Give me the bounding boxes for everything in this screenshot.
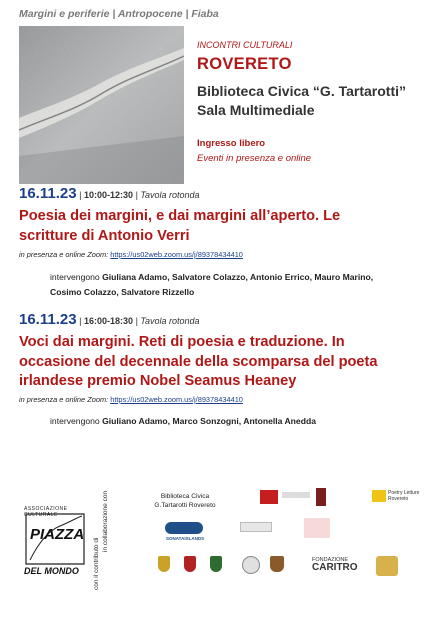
event-date: 16.11.23 [19, 185, 77, 202]
event-2-speakers [50, 414, 430, 429]
collab-label: in collaborazione con [102, 490, 109, 552]
speakers-label: intervengono [50, 272, 103, 282]
event-1-online [19, 250, 243, 259]
partner-logo-text [282, 492, 310, 498]
partner-logo-pink [304, 518, 330, 538]
piazza-bottom: DEL MONDO [24, 566, 79, 576]
venue-name: Biblioteca Civica “G. Tartarotti” [197, 83, 407, 99]
caritro-main: CARITRO [312, 562, 358, 573]
piazza-main: PIAZZA [30, 526, 85, 543]
sonata-logo: SONATAISLANDS [166, 536, 205, 541]
event-time: 16:00-18:30 [83, 316, 133, 326]
event-separator: | [79, 316, 82, 326]
mode-info: Eventi in presenza e online [197, 153, 312, 164]
coat-of-arms-icon [210, 556, 222, 572]
event-1-title [19, 207, 429, 246]
event-2-title [19, 333, 434, 392]
contrib-label: con il contributo di [93, 537, 100, 590]
event-title-line: Voci dai margini. Reti di poesia e traduzione. In [19, 334, 345, 350]
caritro-logo [312, 556, 358, 572]
venue [197, 82, 427, 120]
event-date: 16.11.23 [19, 311, 77, 328]
piazza-top: ASSOCIAZIONE CULTURALE [24, 506, 68, 518]
event-1-speakers [50, 270, 430, 300]
caritro-top: FONDAZIONE [312, 557, 349, 563]
speakers-names: Giuliana Adamo, Salvatore Colazzo, Antonio Errico, Mauro Marino, [102, 272, 374, 282]
partner-logo-emblem [316, 488, 326, 506]
online-label: in presenza e online Zoom: [19, 250, 111, 259]
speakers-names: Cosimo Colazzo, Salvatore Rizzello [50, 287, 195, 297]
speakers-label: intervengono [50, 416, 103, 426]
online-label: in presenza e online Zoom: [19, 395, 111, 404]
partner-logo-red [260, 490, 278, 504]
coat-of-arms-icon [158, 556, 170, 572]
event-title-line: Poesia dei margini, e dai margini all’aperto. Le [19, 208, 341, 224]
event-2-header [19, 311, 200, 328]
poetry-logo: Poetry Letture Rovereto [388, 490, 420, 502]
partner-logo-yellow [376, 556, 398, 576]
sonata-logo-icon [165, 522, 203, 534]
event-format: | Tavola rotonda [135, 316, 200, 326]
event-title-line: scritture di Antonio Verri [19, 227, 190, 244]
event-separator: | [79, 190, 82, 200]
partner-logo-grey [240, 522, 272, 532]
speakers-names: Giuliano Adamo, Marco Sonzogni, Antonella Anedda [102, 416, 316, 426]
coat-of-arms-icon [184, 556, 196, 572]
seal-icon [242, 556, 260, 574]
event-time: 10:00-12:30 [83, 190, 133, 200]
series-label: INCONTRI CULTURALI [197, 40, 293, 50]
entry-info: Ingresso libero [197, 138, 266, 149]
zoom-link[interactable]: https://us02web.zoom.us/j/89378434410 [110, 250, 243, 259]
biblioteca-line: G.Tartarotti Rovereto [154, 502, 216, 509]
zoom-link[interactable]: https://us02web.zoom.us/j/89378434410 [110, 395, 243, 404]
event-format: | Tavola rotonda [135, 190, 200, 200]
biblioteca-logo [135, 492, 235, 510]
venue-room: Sala Multimediale [197, 102, 315, 118]
event-1-header [19, 185, 200, 202]
tagline: Margini e periferie | Antropocene | Fiaba [19, 8, 219, 20]
poetry-logo-icon [372, 490, 386, 502]
biblioteca-line: Biblioteca Civica [160, 493, 210, 500]
cover-photo [19, 26, 184, 184]
city-title: ROVERETO [197, 55, 292, 73]
event-title-line: occasione del decennale della scomparsa del poeta [19, 353, 378, 370]
event-2-online [19, 395, 243, 404]
event-title-line: irlandese premio Nobel Seamus Heaney [19, 373, 297, 389]
coat-of-arms-icon [270, 556, 284, 572]
piazza-del-mondo-logo [20, 500, 90, 580]
